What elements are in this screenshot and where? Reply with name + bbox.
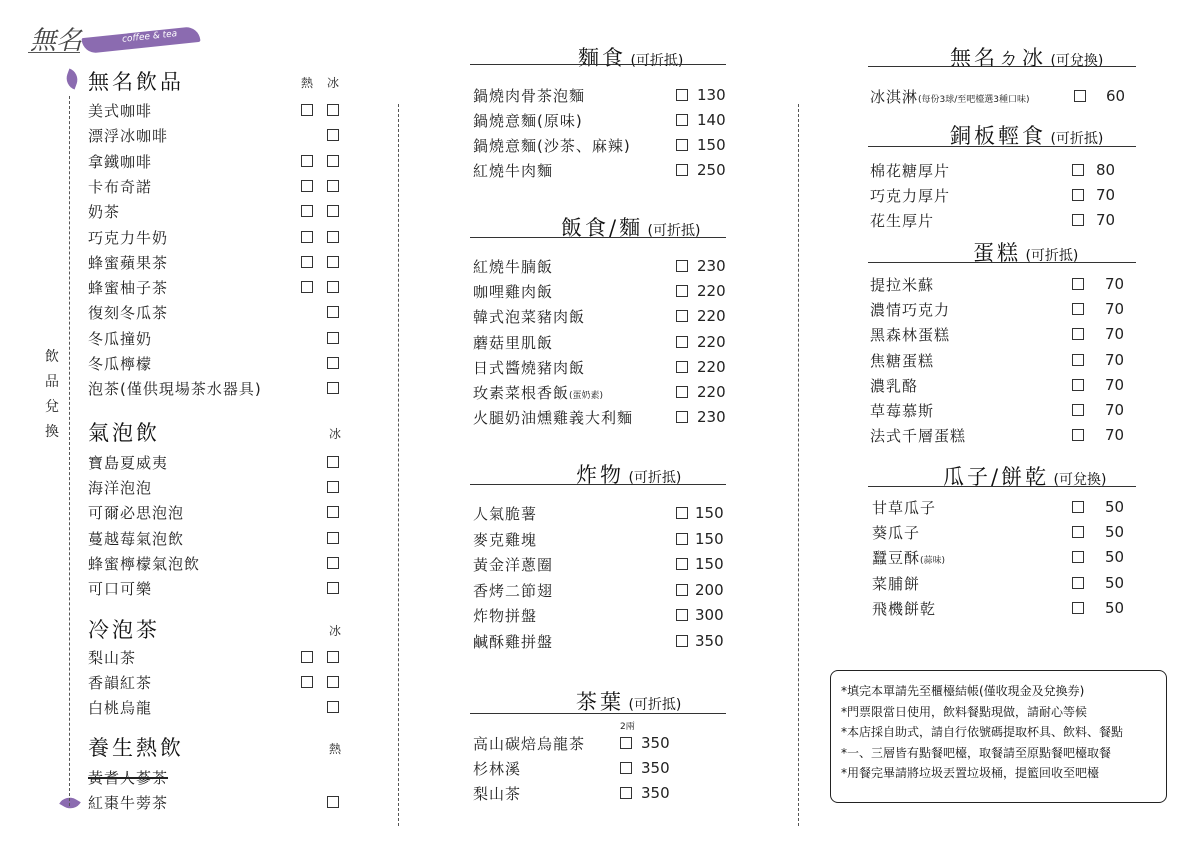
order-checkbox[interactable] (676, 584, 688, 596)
menu-item-price: 220 (697, 307, 726, 326)
ice-checkbox[interactable] (327, 532, 339, 544)
menu-item-price: 140 (697, 111, 726, 129)
drink-item-name: 冬瓜撞奶 (88, 329, 153, 348)
menu-item-name: 棉花糖厚片 (870, 162, 951, 180)
menu-item-name: 黃金洋蔥圈 (473, 556, 554, 575)
menu-item-price: 50 (1105, 573, 1125, 592)
section-note: (可折抵) (624, 697, 682, 713)
menu-item-name: 飛機餅乾 (872, 599, 937, 618)
section-title-text: 麵食 (578, 46, 626, 70)
section-note: (可折抵) (1021, 248, 1079, 264)
drinks-side-label: 兌 (45, 399, 60, 415)
menu-item-price: 50 (1105, 548, 1125, 567)
menu-item-name: 杉林溪 (473, 760, 522, 778)
menu-item-price: 300 (695, 606, 724, 625)
section-note: (可折抵) (643, 223, 701, 239)
menu-item-name: 玫素菜根香飯(蛋奶素) (473, 384, 604, 402)
column-divider-1 (398, 104, 399, 826)
menu-item-name: 日式醬燒豬肉飯 (473, 358, 586, 377)
ice-checkbox[interactable] (327, 129, 339, 141)
order-checkbox[interactable] (620, 737, 632, 749)
drinks-side-divider (69, 96, 70, 806)
order-checkbox[interactable] (1072, 354, 1084, 366)
section-title (578, 42, 683, 72)
menu-item-name: 甘草瓜子 (872, 499, 937, 517)
ice-checkbox[interactable] (327, 357, 339, 369)
order-checkbox[interactable] (676, 114, 688, 126)
order-checkbox[interactable] (676, 361, 688, 373)
ice-checkbox[interactable] (327, 481, 339, 493)
menu-item-name: 炸物拼盤 (473, 607, 538, 626)
menu-item-price: 60 (1106, 87, 1126, 105)
ice-checkbox[interactable] (327, 676, 339, 688)
section-note: (可折抵) (626, 53, 684, 69)
ice-checkbox[interactable] (327, 382, 339, 394)
drink-item-name: 可口可樂 (88, 580, 153, 598)
logo (26, 12, 186, 62)
drink-item-name: 黃耆人蔘茶 (88, 769, 169, 787)
menu-item-price: 230 (697, 408, 726, 427)
section-rule (868, 262, 1136, 263)
tea-quantity-note: 2兩 (620, 722, 635, 732)
menu-item-price: 150 (695, 504, 724, 522)
section-title-text: 瓜子/餅乾 (943, 465, 1050, 489)
category-title: 氣泡飲 (88, 421, 160, 445)
menu-item-price: 220 (697, 383, 726, 401)
drink-item-name: 奶茶 (88, 203, 121, 222)
menu-item-name: 葵瓜子 (872, 524, 921, 543)
menu-item-price: 220 (697, 282, 726, 301)
menu-item-price: 230 (697, 257, 726, 275)
menu-item-price: 220 (697, 332, 726, 351)
drinks-side-label: 換 (45, 424, 60, 440)
order-checkbox[interactable] (676, 386, 688, 398)
order-checkbox[interactable] (676, 139, 688, 151)
ice-checkbox[interactable] (327, 231, 339, 243)
order-checkbox[interactable] (1072, 501, 1084, 513)
menu-item-name: 菜脯餅 (872, 574, 921, 593)
ice-checkbox[interactable] (327, 180, 339, 192)
drink-item-name: 寶島夏威夷 (88, 454, 169, 472)
ice-checkbox[interactable] (327, 104, 339, 116)
ice-checkbox[interactable] (327, 506, 339, 518)
order-checkbox[interactable] (676, 507, 688, 519)
notice-line: *門票限當日使用，飲料餐點現做，請耐心等候 (841, 704, 1088, 719)
menu-item-note: (蛋奶素) (569, 391, 604, 401)
ice-checkbox[interactable] (327, 582, 339, 594)
menu-item-name: 香烤二節翅 (473, 581, 554, 600)
menu-item-name: 韓式泡菜豬肉飯 (473, 308, 586, 327)
drink-item-name: 梨山茶 (88, 649, 137, 667)
section-title-text: 銅板輕食 (950, 124, 1046, 148)
menu-item-name: 巧克力厚片 (870, 187, 951, 205)
section-title-text: 炸物 (576, 463, 624, 487)
menu-item-name: 麥克雞塊 (473, 530, 538, 549)
menu-item-price: 250 (697, 161, 726, 179)
menu-item-name: 黑森林蛋糕 (870, 326, 951, 345)
order-checkbox[interactable] (1072, 526, 1084, 538)
menu-item-price: 150 (695, 529, 724, 548)
ice-checkbox[interactable] (327, 557, 339, 569)
menu-item-price: 150 (697, 136, 726, 154)
menu-item-price: 220 (697, 357, 726, 376)
ice-checkbox[interactable] (327, 205, 339, 217)
drink-item-name: 泡茶(僅供現場茶水器具) (88, 380, 262, 399)
notice-box (830, 670, 1167, 803)
drink-item-name: 可爾必思泡泡 (88, 504, 185, 523)
menu-item-name: 高山碳焙烏龍茶 (473, 735, 586, 753)
menu-item-name: 火腿奶油燻雞義大利麵 (473, 409, 634, 428)
menu-item-name: 草莓慕斯 (870, 402, 935, 420)
order-checkbox[interactable] (1072, 189, 1084, 201)
menu-item-name: 冰淇淋(每份3球/至吧檯選3種口味) (870, 88, 1030, 106)
ice-checkbox[interactable] (327, 651, 339, 663)
menu-item-name: 咖哩雞肉飯 (473, 283, 554, 302)
section-note: (可兌換) (1046, 53, 1104, 69)
menu-item-price: 350 (641, 759, 670, 777)
drink-item-name: 漂浮冰咖啡 (88, 127, 169, 146)
drink-item-name: 復刻冬瓜茶 (88, 304, 169, 323)
order-checkbox[interactable] (1072, 278, 1084, 290)
leaf-icon (59, 793, 81, 812)
hot-checkbox[interactable] (301, 231, 313, 243)
section-title-text: 蛋糕 (973, 241, 1021, 265)
section-note: (可折抵) (1046, 131, 1104, 147)
menu-item-price: 70 (1105, 275, 1125, 293)
logo-sub-text: coffee & tea (121, 29, 178, 45)
hot-checkbox[interactable] (301, 155, 313, 167)
order-checkbox[interactable] (676, 609, 688, 621)
menu-item-price: 350 (641, 734, 670, 752)
order-checkbox[interactable] (676, 89, 688, 101)
order-checkbox[interactable] (676, 635, 688, 647)
section-title-text: 無名ㄉ冰 (950, 46, 1046, 70)
hot-checkbox[interactable] (301, 676, 313, 688)
menu-item-name: 提拉米蘇 (870, 276, 935, 294)
menu-item-price: 70 (1105, 325, 1125, 344)
section-rule (868, 146, 1136, 147)
hot-checkbox[interactable] (301, 651, 313, 663)
menu-item-name: 紅燒牛肉麵 (473, 162, 554, 180)
hot-checkbox[interactable] (327, 796, 339, 808)
notice-line: *填完本單請先至櫃檯結帳(僅收現金及兌換券) (841, 684, 1085, 698)
order-checkbox[interactable] (676, 558, 688, 570)
order-checkbox[interactable] (1072, 164, 1084, 176)
menu-item-name: 鍋燒意麵(原味) (473, 112, 583, 130)
menu-item-note: (每份3球/至吧檯選3種口味) (918, 95, 1030, 105)
drink-item-name: 拿鐵咖啡 (88, 152, 153, 171)
section-title (576, 686, 681, 716)
menu-item-price: 50 (1105, 598, 1125, 617)
drinks-side-label: 飲 (45, 349, 60, 365)
menu-item-name: 濃情巧克力 (870, 301, 951, 320)
order-checkbox[interactable] (1072, 303, 1084, 315)
order-checkbox[interactable] (1074, 90, 1086, 102)
leaf-icon (63, 68, 80, 89)
order-checkbox[interactable] (620, 787, 632, 799)
menu-item-name: 法式千層蛋糕 (870, 427, 967, 446)
order-checkbox[interactable] (676, 336, 688, 348)
menu-item-name: 梨山茶 (473, 785, 522, 803)
menu-item-name: 人氣脆薯 (473, 505, 538, 523)
order-checkbox[interactable] (1072, 328, 1084, 340)
drink-item-name: 蔓越莓氣泡飲 (88, 529, 185, 548)
order-checkbox[interactable] (1072, 379, 1084, 391)
drink-item-name: 紅棗牛蒡茶 (88, 794, 169, 812)
menu-item-name: 花生厚片 (870, 212, 935, 230)
menu-item-price: 70 (1105, 350, 1125, 369)
menu-item-price: 70 (1096, 186, 1116, 204)
hot-checkbox[interactable] (301, 104, 313, 116)
menu-item-price: 350 (695, 632, 724, 650)
section-title (950, 42, 1103, 72)
ice-column-label: 冰 (327, 76, 340, 90)
category-title: 無名飲品 (88, 70, 184, 94)
section-title-text: 飯食/麵 (561, 216, 644, 240)
menu-item-name: 鍋燒肉骨茶泡麵 (473, 87, 586, 105)
logo-brand-text: 無名 (30, 26, 83, 56)
logo-underline (28, 52, 80, 53)
menu-item-name: 濃乳酪 (870, 376, 919, 395)
section-rule (868, 66, 1136, 67)
category-title: 養生熱飲 (88, 736, 184, 760)
order-checkbox[interactable] (676, 260, 688, 272)
menu-item-name: 鍋燒意麵(沙茶、麻辣) (473, 137, 631, 155)
menu-item-price: 70 (1105, 401, 1125, 419)
menu-item-price: 200 (695, 580, 724, 599)
notice-line: *用餐完畢請將垃圾丟置垃圾桶，提籃回收至吧檯 (841, 766, 1100, 780)
menu-item-price: 50 (1105, 523, 1125, 542)
drink-item-name: 美式咖啡 (88, 102, 153, 120)
drink-item-name: 蜂蜜檸檬氣泡飲 (88, 554, 201, 573)
drink-item-name: 白桃烏龍 (88, 699, 153, 718)
ice-checkbox[interactable] (327, 281, 339, 293)
section-title-text: 茶葉 (576, 690, 624, 714)
drink-item-name: 蜂蜜柚子茶 (88, 279, 169, 298)
category-title: 冷泡茶 (88, 618, 160, 642)
section-rule (470, 64, 726, 65)
ice-checkbox[interactable] (327, 306, 339, 318)
order-checkbox[interactable] (1072, 404, 1084, 416)
hot-column-label: 熱 (301, 76, 314, 90)
drink-item-name: 海洋泡泡 (88, 479, 153, 498)
hot-checkbox[interactable] (301, 180, 313, 192)
ice-checkbox[interactable] (327, 456, 339, 468)
drink-item-name: 巧克力牛奶 (88, 228, 169, 247)
order-checkbox[interactable] (620, 762, 632, 774)
order-checkbox[interactable] (1072, 602, 1084, 614)
order-checkbox[interactable] (676, 533, 688, 545)
menu-item-price: 80 (1096, 161, 1116, 179)
section-note: (可兌換) (1049, 472, 1107, 488)
hot-checkbox[interactable] (301, 205, 313, 217)
menu-item-name: 紅燒牛腩飯 (473, 258, 554, 276)
menu-item-price: 350 (641, 784, 670, 802)
menu-item-price: 70 (1105, 426, 1125, 445)
drink-item-name: 蜂蜜蘋果茶 (88, 253, 169, 272)
order-checkbox[interactable] (1072, 551, 1084, 563)
menu-item-price: 70 (1105, 375, 1125, 394)
order-checkbox[interactable] (1072, 577, 1084, 589)
ice-column-label: 冰 (329, 624, 342, 638)
section-rule (470, 713, 726, 714)
order-checkbox[interactable] (1072, 214, 1084, 226)
menu-item-price: 130 (697, 86, 726, 104)
notice-line: *一、三層皆有點餐吧檯，取餐請至原點餐吧檯取餐 (841, 745, 1112, 760)
ice-checkbox[interactable] (327, 332, 339, 344)
ice-column-label: 冰 (329, 427, 342, 441)
section-note: (可折抵) (624, 470, 682, 486)
menu-item-price: 70 (1096, 211, 1116, 229)
drinks-side-label: 品 (45, 374, 60, 390)
section-rule (868, 486, 1136, 487)
drink-item-name: 香韻紅茶 (88, 674, 153, 693)
ice-checkbox[interactable] (327, 256, 339, 268)
menu-item-name: 蠶豆酥(蒜味) (872, 549, 946, 568)
menu-item-name: 鹹酥雞拼盤 (473, 633, 554, 651)
order-checkbox[interactable] (676, 164, 688, 176)
notice-line: *本店採自助式，請自行依號碼提取杯具、飲料、餐點 (841, 725, 1124, 739)
menu-item-price: 150 (695, 555, 724, 574)
order-checkbox[interactable] (676, 285, 688, 297)
section-rule (470, 484, 726, 485)
order-checkbox[interactable] (676, 411, 688, 423)
menu-item-note: (蒜味) (920, 556, 946, 567)
ice-checkbox[interactable] (327, 701, 339, 713)
hot-checkbox[interactable] (301, 281, 313, 293)
menu-item-name: 蘑菇里肌飯 (473, 333, 554, 352)
section-rule (470, 237, 726, 238)
ice-checkbox[interactable] (327, 155, 339, 167)
order-checkbox[interactable] (1072, 429, 1084, 441)
menu-item-name: 焦糖蛋糕 (870, 351, 935, 370)
drink-item-name: 冬瓜檸檬 (88, 355, 153, 373)
menu-item-price: 70 (1105, 300, 1125, 319)
hot-checkbox[interactable] (301, 256, 313, 268)
column-divider-2 (798, 104, 799, 826)
drink-item-name: 卡布奇諾 (88, 177, 153, 196)
hot-column-label: 熱 (329, 742, 342, 756)
order-checkbox[interactable] (676, 310, 688, 322)
menu-item-price: 50 (1105, 498, 1125, 516)
